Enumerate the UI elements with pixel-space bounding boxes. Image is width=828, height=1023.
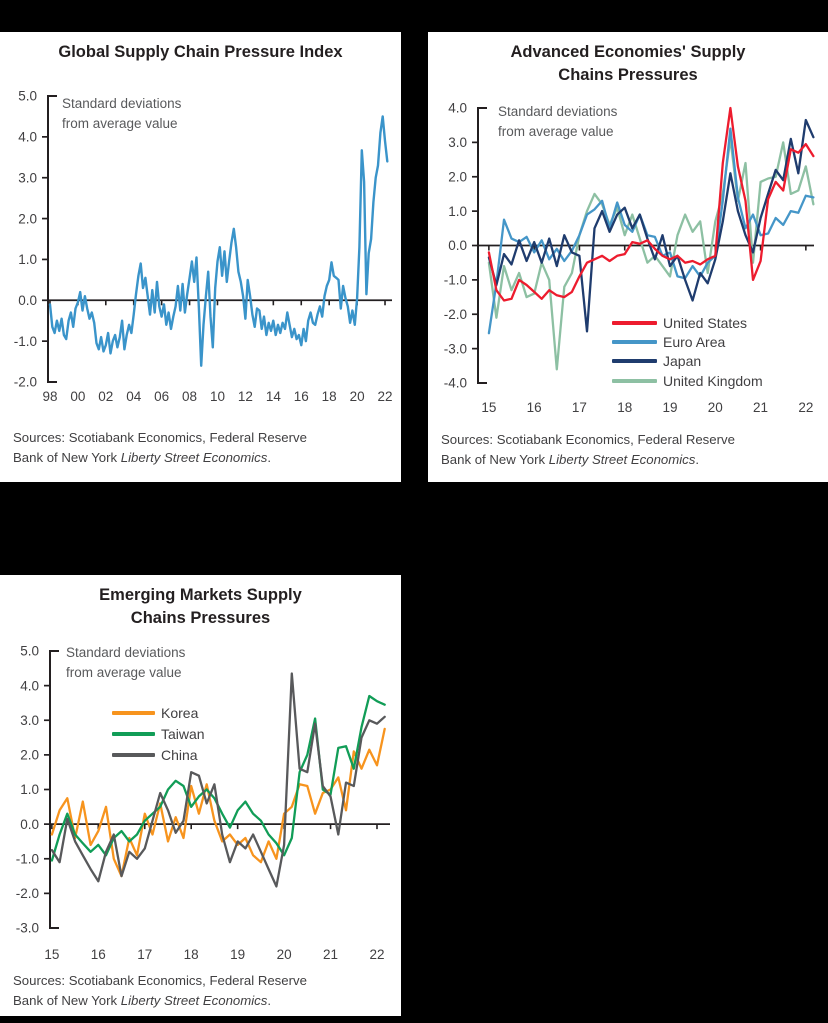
y-tick-label: 3.0 bbox=[20, 712, 39, 728]
x-tick-label: 22 bbox=[369, 947, 385, 962]
legend-label: Euro Area bbox=[663, 334, 726, 351]
y-tick-label: 3.0 bbox=[448, 135, 467, 151]
y-tick-label: 1.0 bbox=[448, 203, 467, 219]
panel-global-supply-chain-pressure-index bbox=[0, 32, 401, 482]
panel-emerging-markets-supply-chains-pressures bbox=[0, 575, 401, 1016]
x-tick-label: 21 bbox=[323, 947, 339, 962]
y-tick-label: 0.0 bbox=[448, 238, 467, 254]
x-tick-label: 19 bbox=[662, 400, 678, 415]
sources-note bbox=[441, 430, 821, 470]
sources-line: Bank of New York Liberty Street Economics. bbox=[441, 451, 700, 467]
x-tick-label: 04 bbox=[126, 389, 142, 404]
chart-legend bbox=[112, 702, 205, 765]
sources-note bbox=[13, 971, 393, 1011]
sources-line: Sources: Scotiabank Economics, Federal Reserve bbox=[441, 432, 735, 447]
series-line-taiwan bbox=[52, 696, 385, 861]
legend-line-swatch bbox=[112, 711, 155, 715]
y-tick-label: 4.0 bbox=[20, 678, 39, 694]
sources-line: Bank of New York Liberty Street Economics. bbox=[13, 449, 272, 465]
y-tick-label: -2.0 bbox=[443, 306, 467, 322]
x-tick-label: 16 bbox=[90, 947, 106, 962]
legend-item bbox=[612, 371, 763, 390]
sources-line: Sources: Scotiabank Economics, Federal Reserve bbox=[13, 973, 307, 988]
y-tick-label: -1.0 bbox=[13, 333, 37, 349]
x-tick-label: 19 bbox=[230, 947, 246, 962]
legend-line-swatch bbox=[612, 359, 657, 363]
y-tick-label: 5.0 bbox=[20, 643, 39, 659]
annotation-line: from average value bbox=[66, 665, 182, 681]
x-tick-label: 98 bbox=[42, 389, 58, 404]
x-tick-label: 18 bbox=[321, 389, 337, 404]
y-tick-label: 0.0 bbox=[20, 816, 39, 832]
y-tick-label: -3.0 bbox=[15, 920, 39, 936]
x-tick-label: 10 bbox=[209, 389, 226, 404]
chart-legend bbox=[612, 313, 763, 391]
x-tick-label: 17 bbox=[137, 947, 153, 962]
chart-title-line: Emerging Markets Supply bbox=[99, 586, 302, 604]
x-tick-label: 12 bbox=[237, 389, 253, 404]
sources-line: Bank of New York Liberty Street Economics. bbox=[13, 992, 272, 1008]
x-tick-label: 20 bbox=[349, 389, 365, 404]
chart-title-line: Global Supply Chain Pressure Index bbox=[58, 43, 343, 61]
legend-label: China bbox=[161, 746, 198, 763]
chart-canvas-emerging-markets bbox=[0, 575, 401, 1016]
legend-label: United Kingdom bbox=[663, 372, 763, 389]
x-tick-label: 22 bbox=[377, 389, 393, 404]
legend-item bbox=[112, 702, 205, 723]
annotation-line: from average value bbox=[62, 116, 178, 132]
y-tick-label: 1.0 bbox=[18, 252, 37, 268]
x-tick-label: 14 bbox=[265, 389, 281, 404]
legend-line-swatch bbox=[112, 753, 155, 757]
legend-item bbox=[112, 744, 205, 765]
y-tick-label: 3.0 bbox=[18, 170, 37, 186]
x-tick-label: 15 bbox=[481, 400, 497, 415]
x-tick-label: 16 bbox=[293, 389, 309, 404]
x-tick-label: 20 bbox=[276, 947, 292, 962]
y-tick-label: -1.0 bbox=[15, 851, 39, 867]
chart-canvas-global bbox=[0, 32, 401, 482]
y-tick-label: 2.0 bbox=[18, 211, 37, 227]
x-tick-label: 21 bbox=[753, 400, 769, 415]
legend-line-swatch bbox=[112, 732, 155, 736]
chart-title-line: Advanced Economies' Supply bbox=[510, 43, 746, 61]
legend-line-swatch bbox=[612, 340, 657, 344]
legend-item bbox=[612, 332, 763, 351]
annotation-line: Standard deviations bbox=[66, 645, 186, 660]
series-line-global-supply-chain-pressure-index bbox=[50, 116, 387, 365]
legend-label: Korea bbox=[161, 704, 199, 721]
y-axis bbox=[50, 651, 59, 928]
x-tick-label: 22 bbox=[798, 400, 814, 415]
legend-label: Japan bbox=[663, 353, 702, 370]
series-line-china bbox=[52, 674, 385, 887]
chart-annotation bbox=[66, 643, 185, 684]
x-tick-label: 06 bbox=[154, 389, 170, 404]
x-tick-label: 17 bbox=[571, 400, 587, 415]
legend-item bbox=[112, 723, 205, 744]
legend-label: United States bbox=[663, 314, 748, 331]
legend-line-swatch bbox=[612, 321, 657, 325]
y-tick-label: -2.0 bbox=[15, 886, 39, 902]
y-axis bbox=[48, 96, 57, 382]
y-tick-label: 4.0 bbox=[448, 100, 467, 116]
legend-label: Taiwan bbox=[161, 725, 205, 742]
sources-line: Sources: Scotiabank Economics, Federal Reserve bbox=[13, 430, 307, 445]
annotation-line: Standard deviations bbox=[498, 104, 618, 119]
annotation-line: from average value bbox=[498, 124, 614, 140]
panel-advanced-economies-supply-chains-pressures bbox=[428, 32, 828, 482]
annotation-line: Standard deviations bbox=[62, 96, 182, 111]
y-tick-label: -4.0 bbox=[443, 375, 467, 391]
y-tick-label: -3.0 bbox=[443, 341, 467, 357]
chart-title-line: Chains Pressures bbox=[130, 608, 271, 627]
x-tick-label: 08 bbox=[182, 389, 198, 404]
y-tick-label: -2.0 bbox=[13, 374, 37, 390]
x-tick-label: 15 bbox=[44, 947, 60, 962]
x-tick-label: 02 bbox=[98, 389, 114, 404]
y-tick-label: 2.0 bbox=[448, 169, 467, 185]
legend-item bbox=[612, 313, 763, 332]
x-tick-label: 18 bbox=[183, 947, 199, 962]
y-tick-label: 0.0 bbox=[18, 292, 37, 308]
y-tick-label: 2.0 bbox=[20, 747, 39, 763]
x-tick-label: 18 bbox=[617, 400, 633, 415]
chart-title-line: Chains Pressures bbox=[558, 65, 698, 84]
y-tick-label: 4.0 bbox=[18, 129, 37, 145]
x-tick-label: 00 bbox=[70, 389, 86, 404]
y-tick-label: -1.0 bbox=[443, 272, 467, 288]
x-tick-label: 16 bbox=[526, 400, 542, 415]
chart-annotation bbox=[498, 102, 617, 143]
legend-item bbox=[612, 352, 763, 371]
sources-note bbox=[13, 428, 393, 468]
y-tick-label: 1.0 bbox=[20, 782, 39, 798]
y-tick-label: 5.0 bbox=[18, 88, 37, 104]
x-tick-label: 20 bbox=[707, 400, 723, 415]
legend-line-swatch bbox=[612, 379, 657, 383]
chart-canvas-advanced-economies bbox=[428, 32, 828, 482]
chart-annotation bbox=[62, 94, 181, 135]
